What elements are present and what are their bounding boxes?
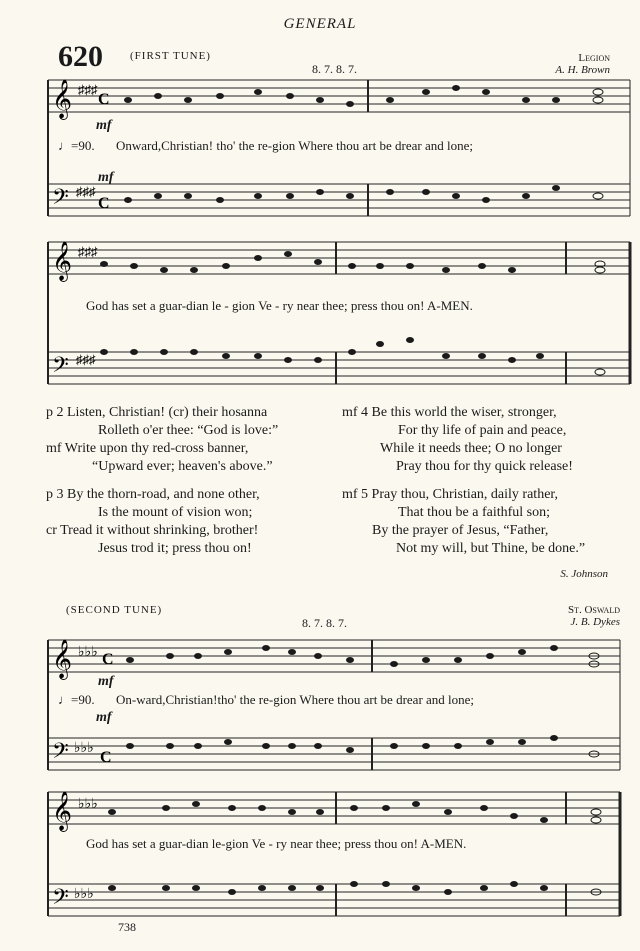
bass-clef-icon: 𝄢: [52, 739, 69, 768]
hymn-number: 620: [58, 40, 103, 73]
treble-staff-4: [48, 792, 620, 916]
bass-clef-icon: 𝄢: [52, 185, 69, 214]
lyrics-line: Onward,Christian! tho' the re-gion Where thou art be drear and lone;: [116, 138, 473, 153]
dynamic-marking: mf: [98, 170, 114, 185]
common-time-icon: C: [102, 651, 114, 668]
dynamic-marking: mf: [96, 710, 112, 725]
bass-staff-3: [48, 738, 620, 770]
dynamic-marking: mf: [98, 674, 114, 689]
sharp-icon: ♯♯♯: [78, 82, 98, 97]
verse-line: Rolleth o'er thee: “God is love:”: [98, 423, 279, 438]
first-tune-name: Legion: [578, 52, 610, 64]
second-tune-meter: 8. 7. 8. 7.: [302, 616, 347, 630]
bass-staff-4: [48, 884, 620, 916]
sharp-icon: ♯♯♯: [76, 352, 96, 367]
bass-clef-icon: 𝄢: [52, 885, 69, 914]
common-time-icon: C: [100, 749, 112, 766]
sharp-icon: ♯♯♯: [76, 184, 96, 199]
verse-line: That thou be a faithful son;: [398, 505, 551, 520]
second-tune-label: (SECOND TUNE): [66, 604, 163, 616]
treble-clef-icon: 𝄞: [52, 81, 73, 118]
verse-line: Not my will, but Thine, be done.”: [396, 541, 586, 556]
section-title: GENERAL: [283, 16, 357, 32]
verse-line: mf Write upon thy red-cross banner,: [46, 441, 249, 456]
treble-clef-icon: 𝄞: [52, 793, 73, 830]
common-time-icon: C: [98, 195, 110, 212]
verse-line: p 3 By the thorn-road, and none other,: [46, 487, 260, 502]
flat-icon: ♭♭♭: [78, 645, 98, 660]
treble-clef-icon: 𝄞: [52, 243, 73, 280]
second-tune-composer: J. B. Dykes: [570, 616, 620, 628]
common-time-icon: C: [98, 91, 110, 108]
first-tune-label: (FIRST TUNE): [130, 50, 211, 62]
flat-icon: ♭♭♭: [74, 887, 94, 902]
verse-line: cr Tread it without shrinking, brother!: [46, 523, 259, 538]
lyrics-line: God has set a guar-dian le-gion Ve - ry near thee; press thou on! A-MEN.: [86, 836, 467, 851]
sharp-icon: ♯♯♯: [78, 244, 98, 259]
lyrics-line: God has set a guar-dian le - gion Ve - ry near thee; press thou on! A-MEN.: [86, 298, 473, 313]
half-notes-3: [589, 653, 601, 895]
flat-icon: ♭♭♭: [74, 741, 94, 756]
bass-clef-icon: 𝄢: [52, 353, 69, 382]
dynamic-marking: mf: [96, 118, 112, 133]
verse-line: p 2 Listen, Christian! (cr) their hosanna: [46, 405, 268, 420]
tempo-marking: ♩=90.: [58, 138, 95, 153]
first-tune-meter: 8. 7. 8. 7.: [312, 62, 357, 76]
tempo-marking: ♩=90.: [58, 692, 95, 707]
flat-icon: ♭♭♭: [78, 797, 98, 812]
verse-line: mf 4 Be this world the wiser, stronger,: [342, 405, 557, 420]
verse-line: For thy life of pain and peace,: [398, 423, 567, 438]
verse-line: “Upward ever; heaven's above.”: [92, 459, 273, 474]
verse-line: Jesus trod it; press thou on!: [98, 541, 252, 556]
verse-line: mf 5 Pray thou, Christian, daily rather,: [342, 487, 559, 502]
verse-line: Pray thou for thy quick release!: [396, 459, 573, 474]
verse-line: By the prayer of Jesus, “Father,: [372, 523, 549, 538]
verse-line: While it needs thee; O no longer: [380, 441, 562, 456]
page-number: 738: [118, 920, 136, 934]
verse-line: Is the mount of vision won;: [98, 505, 253, 520]
hymn-author: S. Johnson: [560, 568, 608, 580]
first-tune-composer: A. H. Brown: [555, 64, 610, 76]
second-tune-name: St. Oswald: [567, 604, 620, 616]
treble-clef-icon: 𝄞: [52, 641, 73, 678]
lyrics-line: On-ward,Christian!tho' the re-gion Where thou art be drear and lone;: [116, 692, 475, 707]
